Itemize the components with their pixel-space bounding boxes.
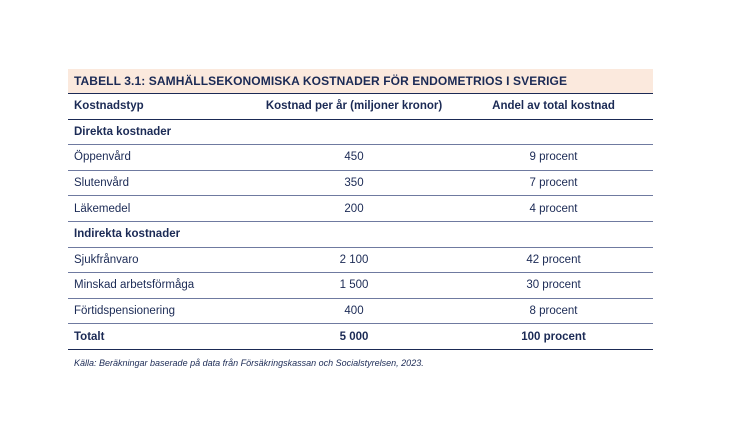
total-label: Totalt (68, 324, 254, 350)
row-type: Slutenvård (68, 170, 254, 196)
table-header-row (68, 94, 653, 119)
row-cost: 1 500 (254, 273, 454, 299)
section-label: Direkta kostnader (68, 119, 254, 145)
table-title-bar (68, 69, 653, 94)
source-note: Källa: Beräkningar baserade på data från Försäkringskassan och Socialstyrelsen, 2023. (74, 357, 424, 368)
table-row (68, 196, 653, 222)
row-cost: 400 (254, 298, 454, 324)
cost-table-figure (68, 69, 653, 368)
row-share: 42 procent (454, 247, 653, 273)
row-share: 9 procent (454, 145, 653, 171)
row-cost: 200 (254, 196, 454, 222)
cost-table (68, 94, 653, 350)
table-row (68, 247, 653, 273)
table-title: TABELL 3.1: SAMHÄLLSEKONOMISKA KOSTNADER FÖR ENDOMETRIOS I SVERIGE (74, 74, 568, 88)
row-share: 7 procent (454, 170, 653, 196)
row-type: Minskad arbetsförmåga (68, 273, 254, 299)
table-row (68, 170, 653, 196)
row-share: 8 procent (454, 298, 653, 324)
table-row (68, 145, 653, 171)
section-row-direct (68, 119, 653, 145)
row-cost: 450 (254, 145, 454, 171)
column-header-share: Andel av total kostnad (454, 94, 653, 119)
row-type: Sjukfrånvaro (68, 247, 254, 273)
total-cost: 5 000 (254, 324, 454, 350)
total-share: 100 procent (454, 324, 653, 350)
row-cost: 350 (254, 170, 454, 196)
row-share: 30 procent (454, 273, 653, 299)
row-cost: 2 100 (254, 247, 454, 273)
row-type: Läkemedel (68, 196, 254, 222)
row-type: Öppenvård (68, 145, 254, 171)
column-header-cost: Kostnad per år (miljoner kronor) (254, 94, 454, 119)
column-header-type: Kostnadstyp (68, 94, 254, 119)
total-row (68, 324, 653, 350)
section-label: Indirekta kostnader (68, 221, 254, 247)
row-type: Förtidspensionering (68, 298, 254, 324)
section-row-indirect (68, 221, 653, 247)
table-row (68, 273, 653, 299)
row-share: 4 procent (454, 196, 653, 222)
table-row (68, 298, 653, 324)
